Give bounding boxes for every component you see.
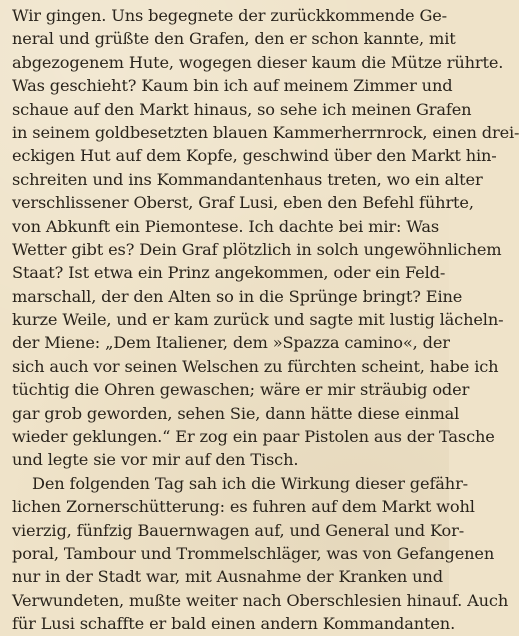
text-line: Staat? Ist etwa ein Prinz angekommen, oder ein Feld- <box>12 263 446 283</box>
text-line: Wir gingen. Uns begegnete der zurückkommende Ge- <box>12 6 447 25</box>
text-line: in seinem goldbesetzten blauen Kammerherrnrock, einen drei- <box>12 122 519 142</box>
text-line: Verwundeten, mußte weiter nach Oberschlesien hinauf. Auch <box>12 590 509 610</box>
text-line: schaue auf den Markt hinaus, so sehe ich meinen Grafen <box>12 99 472 119</box>
text-line: von Abkunft ein Piemontese. Ich dachte bei mir: Was <box>12 216 440 236</box>
text-line: marschall, der den Alten so in die Sprünge bringt? Eine <box>12 286 463 306</box>
text-line: verschlissener Oberst, Graf Lusi, eben den Befehl führte, <box>12 193 474 213</box>
text-line: für Lusi schaffte er bald einen andern Kommandanten. <box>12 614 456 634</box>
text-line: sich auch vor seinen Welschen zu fürchten scheint, habe ich <box>12 356 499 376</box>
text-line: wieder geklungen.“ Er zog ein paar Pistolen aus der Tasche <box>12 427 495 447</box>
text-line: abgezogenem Hute, wogegen dieser kaum die Mütze rührte. <box>12 52 504 72</box>
text-line: kurze Weile, und er kam zurück und sagte mit lustig lächeln- <box>12 310 504 330</box>
text-line: Was geschieht? Kaum bin ich auf meinem Zimmer und <box>12 76 453 96</box>
text-line: Wetter gibt es? Dein Graf plötzlich in solch ungewöhnlichem <box>12 239 502 259</box>
text-line: der Miene: „Dem Italiener, dem »Spazza camino«, der <box>12 333 450 353</box>
text-line: gar grob geworden, sehen Sie, dann hätte diese einmal <box>12 403 460 423</box>
text-line: poral, Tambour und Trommelschläger, was von Gefangenen <box>12 543 495 563</box>
text-line: tüchtig die Ohren gewaschen; wäre er mir sträubig oder <box>12 380 470 400</box>
text-line: vierzig, fünfzig Bauernwagen auf, und General und Kor- <box>12 520 465 540</box>
paragraph-1 <box>12 4 519 472</box>
text-line: lichen Zornerschütterung: es fuhren auf dem Markt wohl <box>12 497 475 517</box>
text-line: eckigen Hut auf dem Kopfe, geschwind über den Markt hin- <box>12 146 497 166</box>
text-line: und legte sie vor mir auf den Tisch. <box>12 450 299 470</box>
text-line: schreiten und ins Kommandantenhaus treten, wo ein alter <box>12 169 483 189</box>
text-line: nur in der Stadt war, mit Ausnahme der Kranken und <box>12 567 443 587</box>
text-line: neral und grüßte den Grafen, den er schon kannte, mit <box>12 29 456 49</box>
paragraph-2 <box>12 472 509 636</box>
text-line: Den folgenden Tag sah ich die Wirkung dieser gefähr- <box>32 473 468 493</box>
body-text <box>12 4 519 636</box>
